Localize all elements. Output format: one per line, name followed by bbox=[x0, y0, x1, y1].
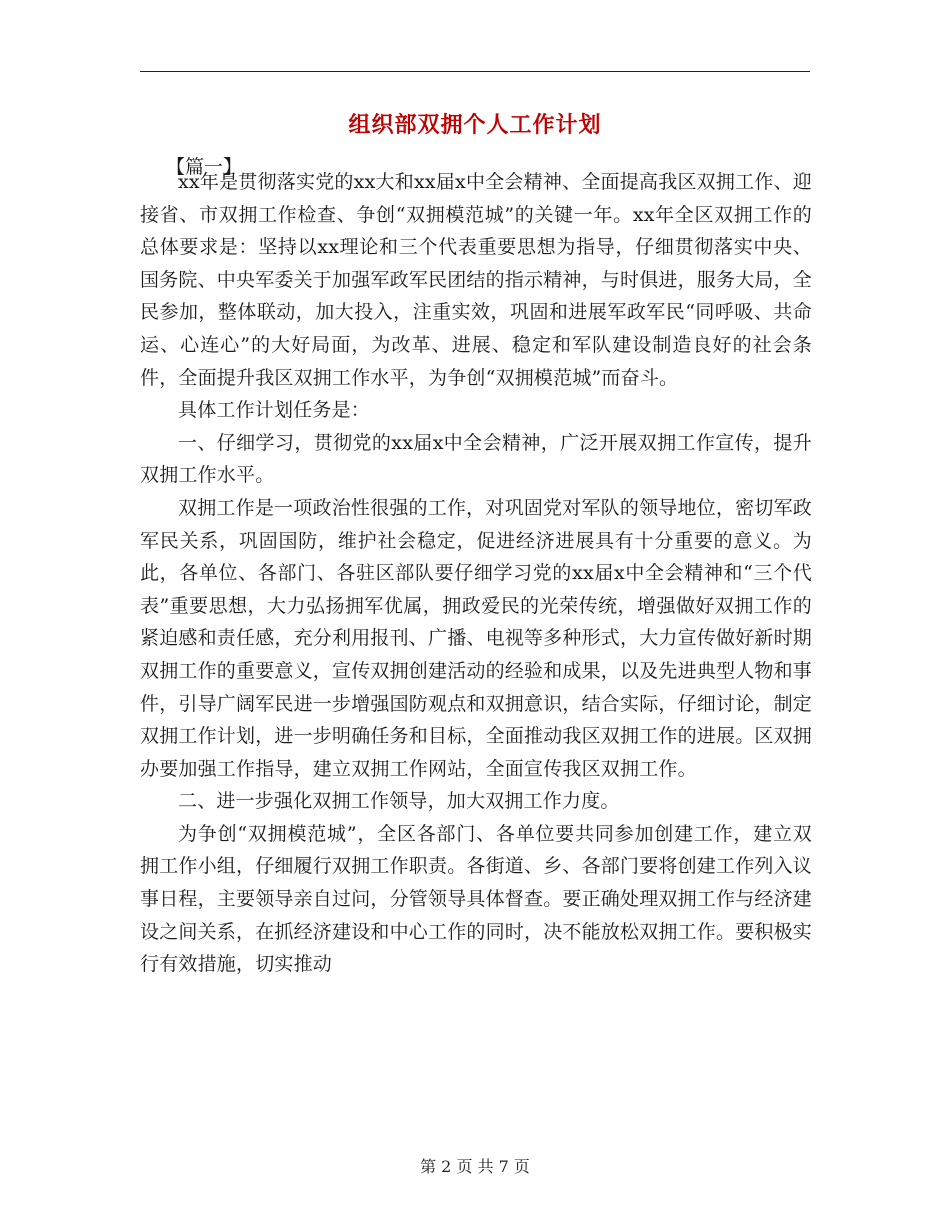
document-body bbox=[140, 166, 812, 981]
paragraph-intro: xx年是贯彻落实党的xx大和xx届x中全会精神、全面提高我区双拥工作、迎接省、市双拥工作检查、争创“双拥模范城”的关键一年。xx年全区双拥工作的总体要求是：坚持以xx理论和三个代表重要思想为指导，仔细贯彻落实中央、国务院、中央军委关于加强军政军民团结的指示精神，与时俱进，服务大局，全民参加，整体联动，加大投入，注重实效，巩固和进展军政军民“同呼吸、共命运、心连心”的大好局面，为改革、进展、稳定和军队建设制造良好的社会条件，全面提升我区双拥工作水平，为争创“双拥模范城”而奋斗。 bbox=[140, 171, 813, 389]
header-rule bbox=[140, 71, 810, 72]
document-title: 组织部双拥个人工作计划 bbox=[348, 112, 602, 138]
paragraph-item-two-body: 为争创“双拥模范城”，全区各部门、各单位要共同参加创建工作，建立双拥工作小组，仔细履行双拥工作职责。各街道、乡、各部门要将创建工作列入议事日程，主要领导亲自过问，分管领导具体督查。要正确处理双拥工作与经济建设之间关系，在抓经济建设和中心工作的同时，决不能放松双拥工作。要积极实行有效措施，切实推动 bbox=[140, 822, 813, 976]
section-label: 【篇一】 bbox=[166, 156, 243, 178]
page-number-footer: 第 2 页 共 7 页 bbox=[420, 1157, 530, 1176]
paragraph-item-two: 二、进一步强化双拥工作领导，加大双拥工作力度。 bbox=[178, 790, 620, 813]
paragraph-tasks-heading: 具体工作计划任务是： bbox=[178, 399, 371, 422]
paragraph-item-one: 一、仔细学习，贯彻党的xx届x中全会精神，广泛开展双拥工作宣传，提升双拥工作水平。 bbox=[140, 431, 812, 487]
paragraph-item-one-body: 双拥工作是一项政治性很强的工作，对巩固党对军队的领导地位，密切军政军民关系，巩固国防，维护社会稳定，促进经济进展具有十分重要的意义。为此，各单位、各部门、各驻区部队要仔细学习党的xx届x中全会精神和“三个代表”重要思想，大力弘扬拥军优属，拥政爱民的光荣传统，增强做好双拥工作的紧迫感和责任感，充分利用报刊、广播、电视等多种形式，大力宣传做好新时期双拥工作的重要意义，宣传双拥创建活动的经验和成果，以及先进典型人物和事件，引导广阔军民进一步增强国防观点和双拥意识，结合实际，仔细讨论，制定双拥工作计划，进一步明确任务和目标，全面推动我区双拥工作的进展。区双拥办要加强工作指导，建立双拥工作网站，全面宣传我区双拥工作。 bbox=[140, 496, 813, 780]
